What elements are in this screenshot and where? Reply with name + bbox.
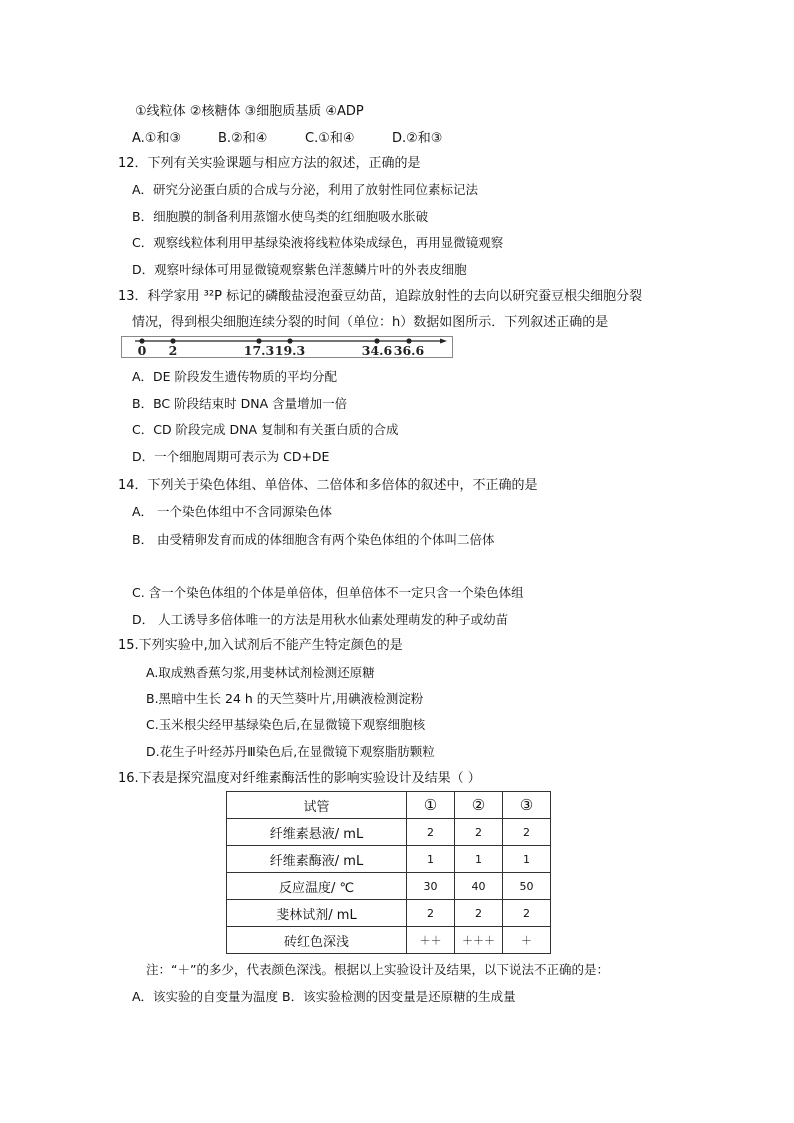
timeline-label: 0 (137, 343, 147, 358)
q12-option-b: B．细胞膜的制备利用蒸馏水使鸟类的红细胞吸水胀破 (132, 209, 429, 224)
table-cell: 2 (407, 900, 455, 927)
timeline-label: 17.3 (243, 343, 275, 358)
timeline-label: 36.6 (393, 343, 425, 358)
q11-option-d: D.②和③ (392, 131, 443, 146)
q15-option-b: B.黑暗中生长 24 h 的天竺葵叶片,用碘液检测淀粉 (146, 691, 424, 706)
q16-stem: 16.下表是探究温度对纤维素酶活性的影响实验设计及结果（ ） (118, 771, 481, 786)
q13-stem-line2: 情况，得到根尖细胞连续分裂的时间（单位：h）数据如图所示．下列叙述正确的是 (132, 315, 609, 330)
table-row (227, 846, 551, 873)
q16-note: 注：“＋”的多少，代表颜色深浅。根据以上实验设计及结果，以下说法不正确的是： (146, 962, 609, 977)
timeline-label: 2 (168, 343, 178, 358)
q13-stem-line1: 13．科学家用 ³²P 标记的磷酸盐浸泡蚕豆幼苗，追踪放射性的去向以研究蚕豆根尖细胞分裂 (118, 289, 643, 304)
table-cell: 纤维素悬液/ mL (227, 819, 407, 846)
q15-option-a: A.取成熟香蕉匀浆,用斐林试剂检测还原糖 (146, 665, 375, 680)
q13-option-a: A．DE 阶段发生遗传物质的平均分配 (132, 369, 338, 384)
table-header-cell: ③ (503, 792, 551, 819)
cell-cycle-timeline (121, 336, 453, 358)
table-cell: 纤维素酶液/ mL (227, 846, 407, 873)
q12-option-a: A．研究分泌蛋白质的合成与分泌，利用了放射性同位素标记法 (132, 182, 479, 197)
q15-option-c: C.玉米根尖经甲基绿染色后,在显微镜下观察细胞核 (146, 717, 426, 732)
q15-stem: 15.下列实验中,加入试剂后不能产生特定颜色的是 (118, 638, 403, 653)
experiment-table (226, 791, 551, 954)
q13-option-b: B．BC 阶段结束时 DNA 含量增加一倍 (132, 396, 348, 411)
q15-option-d: D.花生子叶经苏丹Ⅲ染色后,在显微镜下观察脂肪颗粒 (146, 744, 435, 759)
timeline-label: 34.6 (361, 343, 393, 358)
table-row (227, 900, 551, 927)
q14-option-d: D． 人工诱导多倍体唯一的方法是用秋水仙素处理萌发的种子或幼苗 (132, 612, 509, 627)
table-header-row (227, 792, 551, 819)
table-cell: 1 (455, 846, 503, 873)
timeline-arrow (440, 339, 447, 344)
table-row (227, 819, 551, 846)
table-cell: ＋＋＋ (455, 927, 503, 954)
q12-option-c: C．观察线粒体利用甲基绿染液将线粒体染成绿色，再用显微镜观察 (132, 235, 504, 250)
table-cell: 2 (407, 819, 455, 846)
table-cell: 50 (503, 873, 551, 900)
table-cell: 2 (455, 900, 503, 927)
table-row (227, 927, 551, 954)
q14-option-c: C. 含一个染色体组的个体是单倍体，但单倍体不一定只含一个染色体组 (132, 585, 524, 600)
q14-option-b: B． 由受精卵发育而成的体细胞含有两个染色体组的个体叫二倍体 (132, 532, 495, 547)
table-cell: ＋ (503, 927, 551, 954)
table-header-cell: 试管 (227, 792, 407, 819)
table-cell: 2 (503, 819, 551, 846)
table-cell: 40 (455, 873, 503, 900)
q14-option-a: A． 一个染色体组中不含同源染色体 (132, 504, 333, 519)
table-header-cell: ② (455, 792, 503, 819)
q11-stem: ①线粒体 ②核糖体 ③细胞质基质 ④ADP (135, 104, 364, 119)
table-cell: 1 (503, 846, 551, 873)
table-cell: 2 (503, 900, 551, 927)
q11-option-b: B.②和④ (218, 131, 268, 146)
table-cell: 1 (407, 846, 455, 873)
table-header-cell: ① (407, 792, 455, 819)
q11-option-a: A.①和③ (132, 131, 182, 146)
table-cell: ＋＋ (407, 927, 455, 954)
q14-stem: 14．下列关于染色体组、单倍体、二倍体和多倍体的叙述中，不正确的是 (118, 478, 538, 493)
table-cell: 2 (455, 819, 503, 846)
q16-options-ab: A．该实验的自变量为温度 B．该实验检测的因变量是还原糖的生成量 (132, 989, 516, 1004)
timeline-label: 19.3 (274, 343, 306, 358)
table-cell: 斐林试剂/ mL (227, 900, 407, 927)
q13-option-d: D．一个细胞周期可表示为 CD+DE (132, 449, 330, 464)
table-cell: 砖红色深浅 (227, 927, 407, 954)
q12-option-d: D．观察叶绿体可用显微镜观察紫色洋葱鳞片叶的外表皮细胞 (132, 262, 467, 277)
table-cell: 30 (407, 873, 455, 900)
q13-option-c: C．CD 阶段完成 DNA 复制和有关蛋白质的合成 (132, 422, 399, 437)
table-cell: 反应温度/ ℃ (227, 873, 407, 900)
table-row (227, 873, 551, 900)
q12-stem: 12．下列有关实验课题与相应方法的叙述，正确的是 (118, 156, 421, 171)
q11-option-c: C.①和④ (305, 131, 355, 146)
